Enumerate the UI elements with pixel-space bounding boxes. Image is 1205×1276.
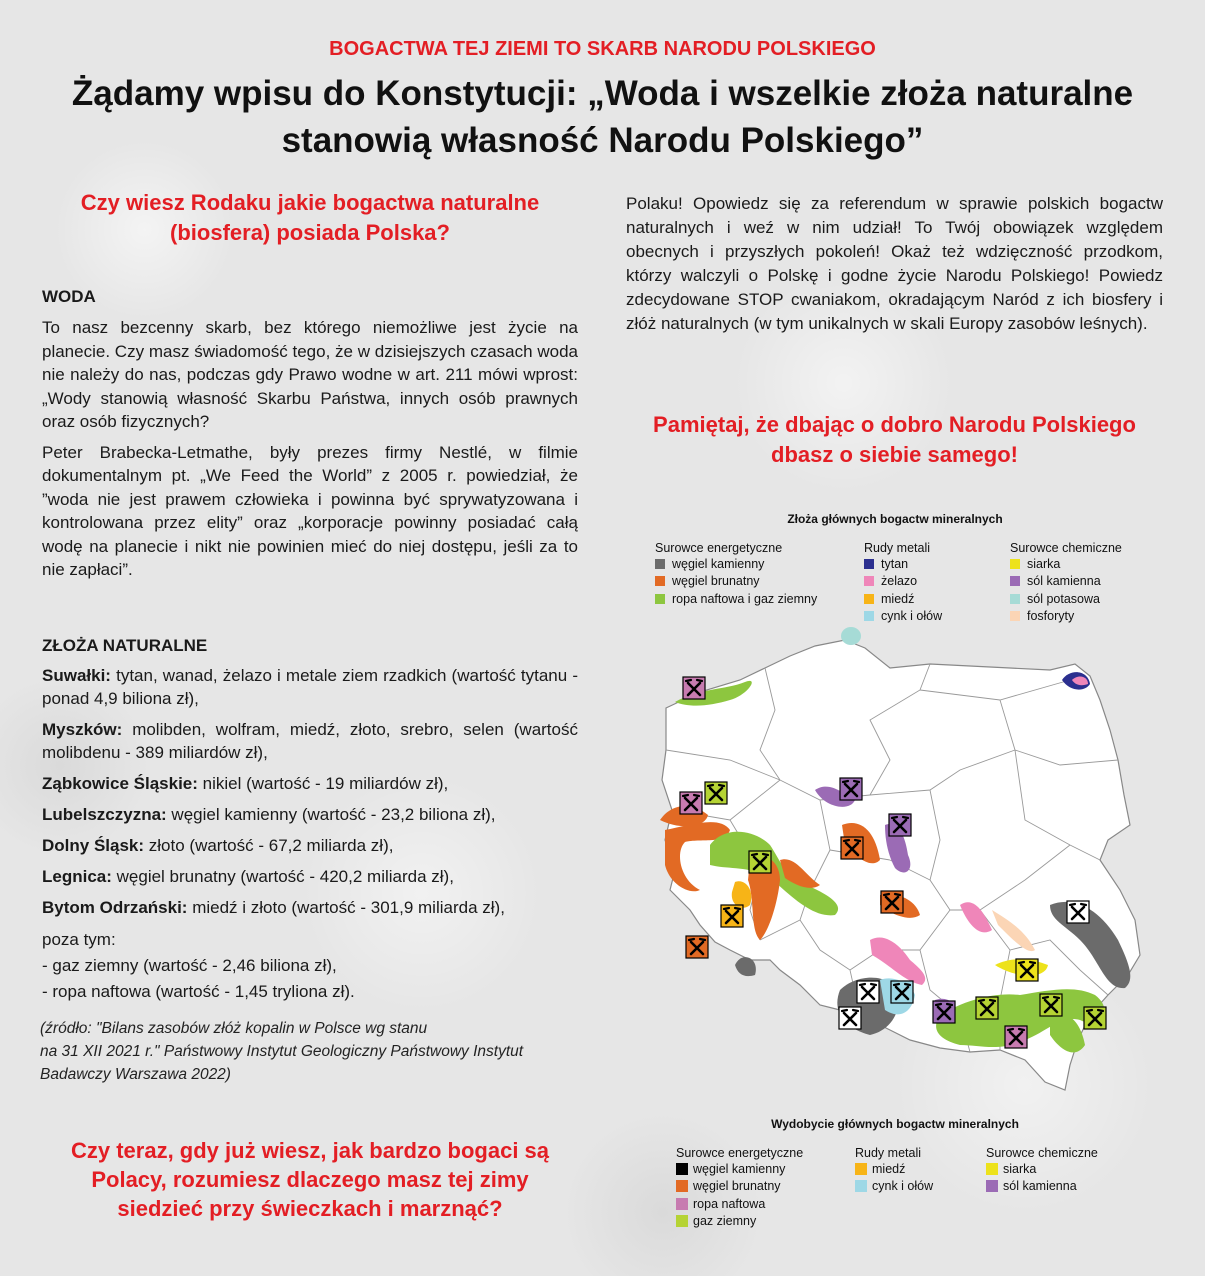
mining-item-gas: gaz ziemny bbox=[676, 1213, 846, 1231]
water-section-body bbox=[42, 316, 578, 589]
mining-heading-metals: Rudy metali bbox=[855, 1146, 921, 1160]
mining-legend-chemicals bbox=[986, 1146, 1136, 1195]
legend-item-titanium: tytan bbox=[864, 555, 994, 573]
mining-item-copper: miedź bbox=[855, 1160, 975, 1178]
legend-item-phosphorite: fosforyty bbox=[1010, 608, 1170, 626]
deposit-item-lubelszczyzna: Lubelszczyzna: węgiel kamienny (wartość - 23,2 biliona zł), bbox=[42, 805, 496, 824]
legend-heading-energy: Surowce energetyczne bbox=[655, 541, 783, 555]
oil-value: - ropa naftowa (wartość - 1,45 tryliona zł). bbox=[42, 982, 355, 1001]
deposit-item-suwalki: Suwałki: tytan, wanad, żelazo i metale ziem rzadkich (wartość tytanu - ponad 4,9 biliona zł), bbox=[42, 666, 578, 708]
deposits-legend-energy bbox=[655, 541, 855, 608]
mining-icon-rock-salt-2 bbox=[889, 814, 911, 836]
mining-item-lignite: węgiel brunatny bbox=[676, 1178, 846, 1196]
page-headline bbox=[40, 70, 1165, 164]
question-line-1: Czy wiesz Rodaku jakie bogactwa naturalne bbox=[80, 190, 540, 215]
mining-icon-gas-3 bbox=[749, 851, 771, 873]
legend-heading-chemicals: Surowce chemiczne bbox=[1010, 541, 1122, 555]
deposits-map-title: Złoża głównych bogactw mineralnych bbox=[787, 512, 1003, 526]
deposit-item-bytom: Bytom Odrzański: miedź i złoto (wartość - 301,9 miliarda zł), bbox=[42, 898, 505, 917]
mining-legend-metals bbox=[855, 1146, 975, 1195]
mining-icon-oil-1 bbox=[683, 677, 705, 699]
mining-icon-lignite-1 bbox=[686, 936, 708, 958]
mining-heading-energy: Surowce energetyczne bbox=[676, 1146, 804, 1160]
mining-icon-rock-salt-1 bbox=[840, 778, 862, 800]
closing-line-3: siedzieć przy świeczkach i marznąć? bbox=[117, 1196, 503, 1221]
closing-question bbox=[40, 1136, 580, 1223]
legend-item-sulfur: siarka bbox=[1010, 555, 1170, 573]
mining-icon-oil-2 bbox=[1005, 1026, 1027, 1048]
remember-heading bbox=[626, 410, 1163, 470]
mining-icon-hard-coal-2 bbox=[857, 981, 879, 1003]
mining-icon-zinc-lead-1 bbox=[891, 981, 913, 1003]
legend-item-iron: żelazo bbox=[864, 573, 994, 591]
legend-item-hard-coal: węgiel kamienny bbox=[655, 555, 855, 573]
mining-map-title: Wydobycie głównych bogactw mineralnych bbox=[771, 1117, 1019, 1131]
legend-item-copper: miedź bbox=[864, 590, 994, 608]
mining-icon-gas-4 bbox=[976, 997, 998, 1019]
remember-line-2: dbasz o siebie samego! bbox=[771, 442, 1018, 467]
mining-icon-lignite-2 bbox=[841, 837, 863, 859]
left-question-heading bbox=[40, 188, 580, 248]
deposit-item-myszkow: Myszków: molibden, wolfram, miedź, złoto, srebro, selen (wartość molibdenu - 389 miliardów zł), bbox=[42, 720, 578, 762]
referendum-appeal: Polaku! Opowiedz się za referendum w sprawie polskich bogactw naturalnych i weź w nim udział! To Twój obowiązek względem obecnych i przyszłych pokoleń! Okaż też wdzięczność przodkom, którzy walczyli o Polskę i godne życie Narodu Polskiego! Powiedz zdecydowane STOP cwaniakom, okradającym Naród z ich biosfery i złóż naturalnych (w tym unikalnych w skali Europy zasobów leśnych). bbox=[626, 194, 1163, 333]
legend-item-oil-gas: ropa naftowa i gaz ziemny bbox=[655, 590, 855, 608]
water-section-title: WODA bbox=[42, 287, 96, 306]
water-paragraph-2: Peter Brabecka-Letmathe, były prezes firmy Nestlé, w filmie dokumentalnym pt. „We Feed the World” z 2005 r. powiedział, że ”woda nie jest prawem człowieka i powinna być sprywatyzowana i kontrolowana przez elity” oraz „korporacje powinny posiadać całą wodę na planecie i nikt nie powinien mieć do niej dostępu, jeśli za to nie zapłaci”. bbox=[42, 442, 578, 579]
mining-item-rock-salt: sól kamienna bbox=[986, 1178, 1136, 1196]
question-line-2: (biosfera) posiada Polska? bbox=[170, 220, 450, 245]
source-line-1: (źródło: "Bilans zasobów złóż kopalin w Polsce wg stanu bbox=[40, 1020, 428, 1037]
legend-heading-metals: Rudy metali bbox=[864, 541, 930, 555]
mining-icon-lignite-3 bbox=[881, 891, 903, 913]
remember-line-1: Pamiętaj, że dbając o dobro Narodu Polskiego bbox=[653, 412, 1136, 437]
mining-icon-hard-coal-3 bbox=[839, 1007, 861, 1029]
deposit-item-legnica: Legnica: węgiel brunatny (wartość - 420,2 miliarda zł), bbox=[42, 867, 454, 886]
mining-heading-chemicals: Surowce chemiczne bbox=[986, 1146, 1098, 1160]
legend-item-potash: sól potasowa bbox=[1010, 590, 1170, 608]
mining-item-hard-coal: węgiel kamienny bbox=[676, 1160, 846, 1178]
mining-legend-energy bbox=[676, 1146, 846, 1230]
deposits-legend-metals bbox=[864, 541, 994, 625]
mining-icon-hard-coal-1 bbox=[1067, 901, 1089, 923]
legend-item-rock-salt: sól kamienna bbox=[1010, 573, 1170, 591]
page-kicker: BOGACTWA TEJ ZIEMI TO SKARB NARODU POLSKIEGO bbox=[329, 38, 876, 60]
closing-line-1: Czy teraz, gdy już wiesz, jak bardzo bogaci są bbox=[70, 1138, 550, 1163]
mining-item-sulfur: siarka bbox=[986, 1160, 1136, 1178]
legend-item-lignite: węgiel brunatny bbox=[655, 573, 855, 591]
mining-icon-gas-1 bbox=[680, 792, 702, 814]
mining-item-zinc-lead: cynk i ołów bbox=[855, 1178, 975, 1196]
source-line-3: Badawczy Warszawa 2022) bbox=[40, 1066, 231, 1083]
source-citation bbox=[40, 1017, 580, 1086]
mining-icon-rock-salt-3 bbox=[933, 1001, 955, 1023]
mining-item-oil: ropa naftowa bbox=[676, 1195, 846, 1213]
mining-icon-copper-1 bbox=[721, 905, 743, 927]
besides-label: poza tym: bbox=[42, 930, 116, 949]
headline-line-1: Żądamy wpisu do Konstytucji: „Woda i wszelkie złoża naturalne bbox=[71, 74, 1134, 113]
poland-resources-map bbox=[630, 620, 1170, 1105]
mining-icon-sulfur-1 bbox=[1016, 959, 1038, 981]
deposits-list bbox=[42, 664, 578, 1005]
legend-item-zinc-lead: cynk i ołów bbox=[864, 608, 994, 626]
deposits-section-title: ZŁOŻA NATURALNE bbox=[42, 636, 208, 655]
mining-icon-gas-5 bbox=[1040, 994, 1062, 1016]
water-paragraph-1: To nasz bezcenny skarb, bez którego niemożliwe jest życie na planecie. Czy masz świadomość tego, że w dzisiejszych czasach woda nie należy do nas, podczas gdy Prawo wodne w art. 211 mówi wprost: „Wody stanowią własność Skarbu Państwa, innych osób prawnych oraz osób fizycznych? bbox=[42, 318, 578, 431]
mining-icon-gas-2 bbox=[705, 782, 727, 804]
deposit-item-zabkowice: Ząbkowice Śląskie: nikiel (wartość - 19 miliardów zł), bbox=[42, 774, 449, 793]
deposits-legend-chemicals bbox=[1010, 541, 1170, 625]
mining-icon-gas-6 bbox=[1084, 1007, 1106, 1029]
gas-value: - gaz ziemny (wartość - 2,46 biliona zł), bbox=[42, 956, 337, 975]
deposit-item-dolny-slask: Dolny Śląsk: złoto (wartość - 67,2 miliarda zł), bbox=[42, 836, 394, 855]
source-line-2: na 31 XII 2021 r." Państwowy Instytut Geologiczny Państwowy Instytut bbox=[40, 1043, 524, 1060]
headline-line-2: stanowią własność Narodu Polskiego” bbox=[281, 121, 924, 160]
closing-line-2: Polacy, rozumiesz dlaczego masz tej zimy bbox=[91, 1167, 529, 1192]
